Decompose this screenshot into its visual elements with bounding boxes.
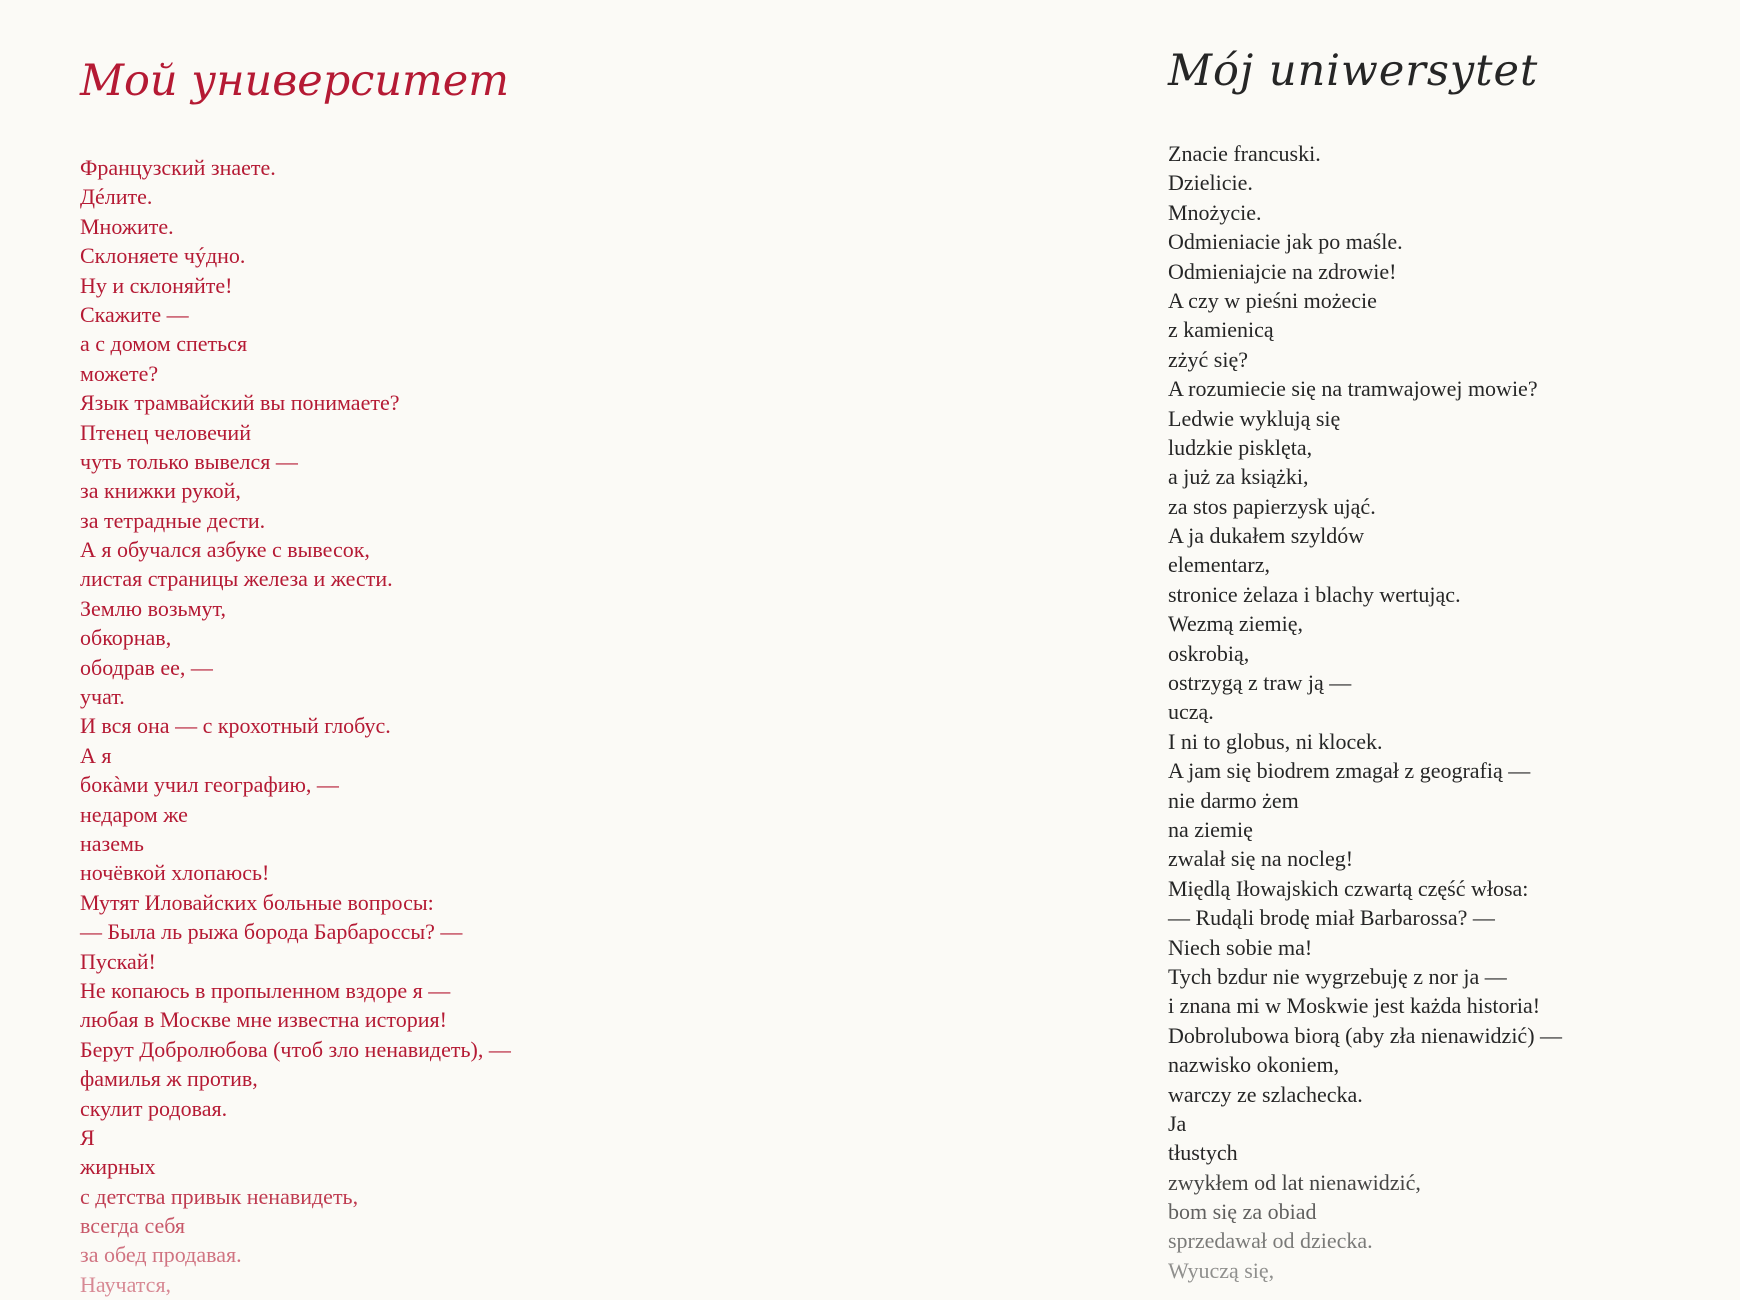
polish-poem-line: zżyć się? <box>1168 346 1248 372</box>
polish-poem-line: Odmieniacie jak po maśle. <box>1168 229 1403 255</box>
russian-poem-line: Научатся, <box>80 1271 172 1297</box>
polish-poem-line: Niech sobie ma! <box>1168 934 1313 960</box>
polish-poem-line: Odmieniajcie na zdrowie! <box>1168 258 1397 284</box>
russian-poem-line: Не копаюсь в пропыленном вздоре я — <box>80 977 451 1003</box>
polish-poem-line: Znacie francuski. <box>1168 141 1321 166</box>
polish-poem-line: Wyuczą się, <box>1168 1257 1275 1283</box>
russian-poem-line: Мутят Иловайских больные вопросы: <box>80 889 434 915</box>
russian-poem-line: Множите. <box>80 213 174 239</box>
polish-poem-line: zwalał się na nocleg! <box>1168 846 1354 872</box>
russian-poem-line: учат. <box>80 684 125 710</box>
polish-poem-line: ludzkie pisklęta, <box>1168 434 1313 460</box>
russian-poem-line: И вся она — с крохотный глобус. <box>80 713 391 739</box>
russian-poem-line: за обед продавая. <box>80 1242 242 1268</box>
russian-poem-line: Ну и склоняйте! <box>80 272 233 298</box>
polish-poem-line: sprzedawał od dziecka. <box>1168 1228 1373 1254</box>
polish-poem-line: A czy w pieśni możecie <box>1168 287 1377 313</box>
russian-poem-line: Пускай! <box>80 948 156 974</box>
polish-poem-title: Mój uniwersytet <box>1168 46 1539 96</box>
polish-poem-line: uczą. <box>1168 699 1214 725</box>
russian-poem-line: с детства привык ненавидеть, <box>80 1183 359 1209</box>
russian-poem-line: наземь <box>80 830 144 856</box>
russian-poem-line: Дéлите. <box>80 184 153 210</box>
polish-poem-line: — Rudąli brodę miał Barbarossa? — <box>1168 905 1495 931</box>
polish-poem-line: Wezmą ziemię, <box>1168 611 1304 637</box>
russian-poem-line: Склоняете чýдно. <box>80 243 246 269</box>
russian-poem-line: Птенец человечий <box>80 419 251 445</box>
polish-poem-line: Dzielicie. <box>1168 170 1253 196</box>
russian-poem-line: всегда себя <box>80 1213 186 1239</box>
russian-poem-line: — Была ль рыжа борода Барбароссы? — <box>80 919 463 945</box>
russian-poem-line: ободрав ее, — <box>80 654 213 680</box>
polish-poem-line: I ni to globus, ni klocek. <box>1168 728 1383 754</box>
russian-poem-line: Французский знаете. <box>80 155 276 180</box>
russian-poem-line: любая в Москве мне известна история! <box>80 1007 447 1033</box>
russian-poem-line: чуть только вывелся — <box>80 448 298 474</box>
russian-poem-line: листая страницы железа и жести. <box>80 566 393 592</box>
polish-poem-line: zwykłem od lat nienawidzić, <box>1168 1169 1421 1195</box>
polish-page <box>870 0 1740 1300</box>
polish-poem-line: ostrzygą z traw ją — <box>1168 670 1352 696</box>
russian-poem-line: ночёвкой хлопаюсь! <box>80 860 270 886</box>
polish-poem-line: oskrobią, <box>1168 640 1250 666</box>
russian-poem-line: можете? <box>80 360 159 386</box>
polish-poem-line: nazwisko okoniem, <box>1168 1052 1340 1078</box>
polish-poem-line: Ledwie wyklują się <box>1168 405 1341 431</box>
russian-poem-line: фамилья ж против, <box>80 1066 258 1092</box>
polish-poem-line: za stos papierzysk ująć. <box>1168 493 1376 519</box>
polish-poem-line: Ja <box>1168 1110 1187 1136</box>
russian-poem-line: Землю возьмут, <box>80 595 226 621</box>
russian-poem-line: за тетрадные дести. <box>80 507 266 533</box>
polish-poem-line: tłustych <box>1168 1140 1238 1166</box>
polish-poem-line: warczy ze szlachecka. <box>1168 1081 1363 1107</box>
russian-poem-line: обкорнав, <box>80 625 172 651</box>
russian-poem-line: бокàми учил географию, — <box>80 772 339 798</box>
polish-poem-line: nie darmo żem <box>1168 787 1299 813</box>
polish-poem-line: A ja dukałem szyldów <box>1168 523 1365 549</box>
russian-poem-line: а с домом спеться <box>80 331 248 357</box>
polish-poem-line: z kamienicą <box>1168 317 1274 343</box>
russian-poem-line: скулит родовая. <box>80 1095 228 1121</box>
polish-poem-line: Tych bzdur nie wygrzebuję z nor ja — <box>1168 963 1507 989</box>
polish-poem-line: A rozumiecie się na tramwajowej mowie? <box>1168 376 1538 402</box>
russian-poem-line: Скажите — <box>80 301 189 327</box>
polish-poem-line: A jam się biodrem zmagał z geografią — <box>1168 758 1531 784</box>
russian-poem-line: Берут Добролюбова (чтоб зло ненавидеть), — <box>80 1036 511 1062</box>
russian-poem-line: Язык трамвайский вы понимаете? <box>80 390 400 416</box>
russian-poem-line: жирных <box>80 1154 156 1180</box>
polish-poem-line: bom się za obiad <box>1168 1199 1317 1225</box>
polish-poem-line: Mnożycie. <box>1168 199 1262 225</box>
polish-poem-line: i znana mi w Moskwie jest każda historia! <box>1168 993 1541 1019</box>
polish-poem-line: na ziemię <box>1168 816 1253 842</box>
russian-poem-text <box>80 153 511 1299</box>
polish-poem-text <box>1168 139 1562 1285</box>
polish-poem-line: Dobrolubowa biorą (aby zła nienawidzić) — <box>1168 1022 1563 1048</box>
russian-poem-line: за книжки рукой, <box>80 478 241 504</box>
russian-poem-line: Я <box>80 1124 95 1150</box>
polish-poem-line: a już za książki, <box>1168 464 1309 490</box>
russian-poem-line: А я <box>80 742 112 768</box>
russian-poem-line: недаром же <box>80 801 188 827</box>
polish-poem-line: elementarz, <box>1168 552 1270 578</box>
russian-poem-title: Мой университет <box>80 56 510 106</box>
polish-poem-line: Międlą Iłowajskich czwartą część włosa: <box>1168 875 1529 901</box>
polish-poem-line: stronice żelaza i blachy wertując. <box>1168 581 1461 607</box>
russian-poem-line: А я обучался азбуке с вывесок, <box>80 537 370 563</box>
